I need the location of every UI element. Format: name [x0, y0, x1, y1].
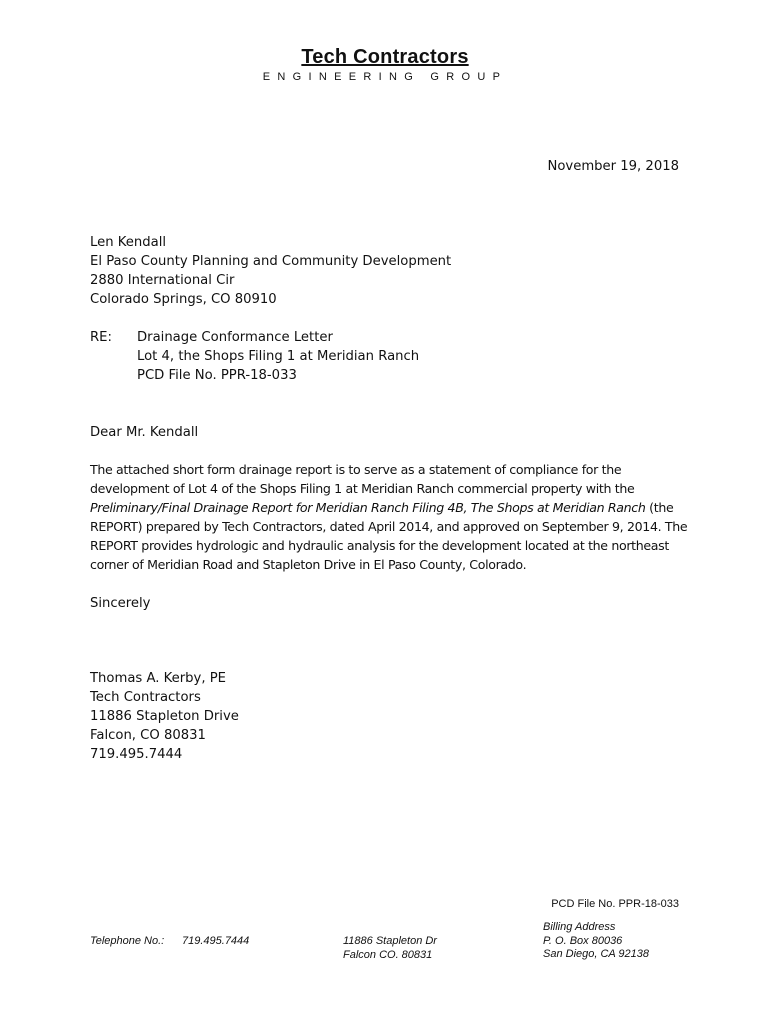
footer-billing	[543, 921, 649, 962]
re-subject	[137, 328, 419, 385]
signature-block	[90, 669, 239, 764]
signer-company: Tech Contractors	[90, 690, 201, 705]
letter-date: November 19, 2018	[547, 159, 679, 174]
report-title: Preliminary/Final Drainage Report for Meridian Ranch Filing 4B, The Shops at Meridian Ranch	[90, 500, 646, 515]
footer-pcd-file: PCD File No. PPR-18-033	[551, 898, 679, 910]
body-text-part1: The attached short form drainage report is to serve as a statement of compliance for the development of Lot 4 of the Shops Filing 1 at Meridian Ranch commercial property with the	[90, 462, 635, 496]
re-line: PCD File No. PPR-18-033	[137, 368, 297, 383]
re-line: Drainage Conformance Letter	[137, 330, 333, 345]
recipient-name: Len Kendall	[90, 235, 167, 250]
body-text-part2: (the REPORT) prepared by Tech Contractors, dated April 2014, and approved on September 9, 2014. The REPORT provides hydrologic and hydraulic analysis for the development located at the northeast corner of Meridian Road and Stapleton Drive in El Paso County, Colorado.	[90, 500, 688, 572]
company-tagline: ENGINEERING GROUP	[262, 71, 508, 83]
recipient-city: Colorado Springs, CO 80910	[90, 292, 277, 307]
company-name: Tech Contractors	[301, 46, 469, 68]
footer-telephone-label: Telephone No.:	[90, 935, 165, 947]
re-line: Lot 4, the Shops Filing 1 at Meridian Ranch	[137, 349, 420, 364]
salutation: Dear Mr. Kendall	[90, 425, 199, 440]
recipient-organization: El Paso County Planning and Community Development	[90, 254, 452, 269]
footer-address	[343, 935, 437, 962]
signer-phone: 719.495.7444	[90, 747, 183, 762]
signer-city: Falcon, CO 80831	[90, 728, 206, 743]
re-label: RE:	[90, 330, 112, 345]
footer-billing-line: Billing Address	[543, 921, 616, 933]
signer-name: Thomas A. Kerby, PE	[90, 671, 227, 686]
footer-billing-line: San Diego, CA 92138	[543, 948, 649, 960]
closing: Sincerely	[90, 596, 151, 611]
footer-billing-line: P. O. Box 80036	[543, 934, 623, 947]
footer-address-line: Falcon CO. 80831	[343, 948, 433, 961]
footer-address-line: 11886 Stapleton Dr	[343, 935, 437, 947]
body-paragraph	[90, 460, 690, 574]
footer-telephone: 719.495.7444	[182, 935, 250, 947]
recipient-block	[90, 233, 451, 309]
signer-street: 11886 Stapleton Drive	[90, 709, 239, 724]
recipient-street: 2880 International Cir	[90, 273, 235, 288]
